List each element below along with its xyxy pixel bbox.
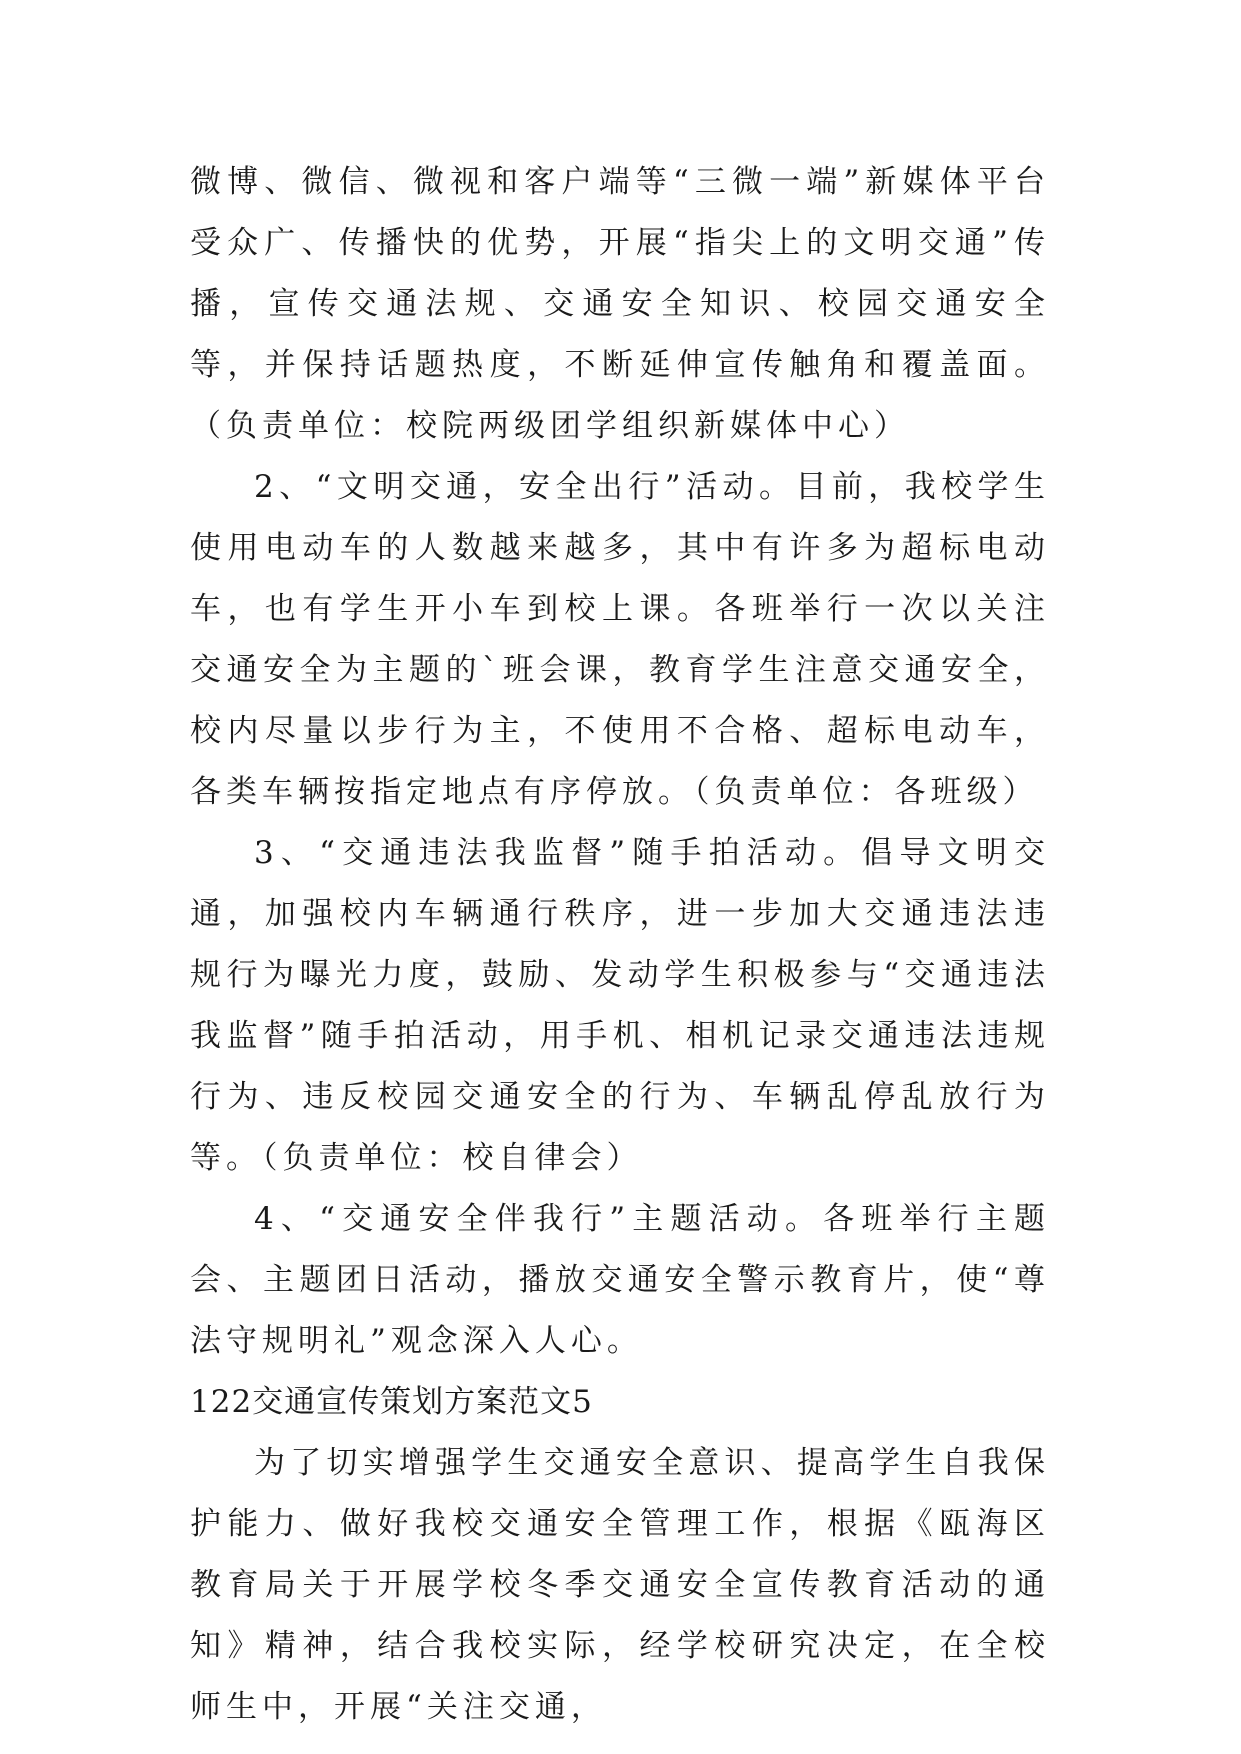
paragraph-activity-4: 4、“交通安全伴我行”主题活动。各班举行主题会、主题团日活动，播放交通安全警示教育片，使“尊法守规明礼”观念深入人心。 <box>190 1201 1050 1359</box>
section-heading: 122交通宣传策划方案范文5 <box>190 1384 593 1420</box>
paragraph-media-platforms: 微博、微信、微视和客户端等“三微一端”新媒体平台受众广、传播快的优势，开展“指尖上的文明交通”传播，宣传交通法规、交通安全知识、校园交通安全等，并保持话题热度，不断延伸宣传触角和覆盖面。（负责单位：校院两级团学组织新媒体中心） <box>190 164 1050 444</box>
document-body <box>190 152 1050 1738</box>
paragraph-activity-3: 3、“交通违法我监督”随手拍活动。倡导文明交通，加强校内车辆通行秩序，进一步加大交通违法违规行为曝光力度，鼓励、发动学生积极参与“交通违法我监督”随手拍活动，用手机、相机记录交通违法违规行为、违反校园交通安全的行为、车辆乱停乱放行为等。（负责单位：校自律会） <box>190 835 1050 1176</box>
paragraph-activity-2: 2、“文明交通，安全出行”活动。目前，我校学生使用电动车的人数越来越多，其中有许多为超标电动车，也有学生开小车到校上课。各班举行一次以关注交通安全为主题的`班会课，教育学生注意交通安全，校内尽量以步行为主，不使用不合格、超标电动车，各类车辆按指定地点有序停放。（负责单位：各班级） <box>190 469 1050 810</box>
paragraph-intro: 为了切实增强学生交通安全意识、提高学生自我保护能力、做好我校交通安全管理工作，根据《瓯海区教育局关于开展学校冬季交通安全宣传教育活动的通知》精神，结合我校实际，经学校研究决定，在全校师生中，开展“关注交通， <box>190 1445 1050 1725</box>
